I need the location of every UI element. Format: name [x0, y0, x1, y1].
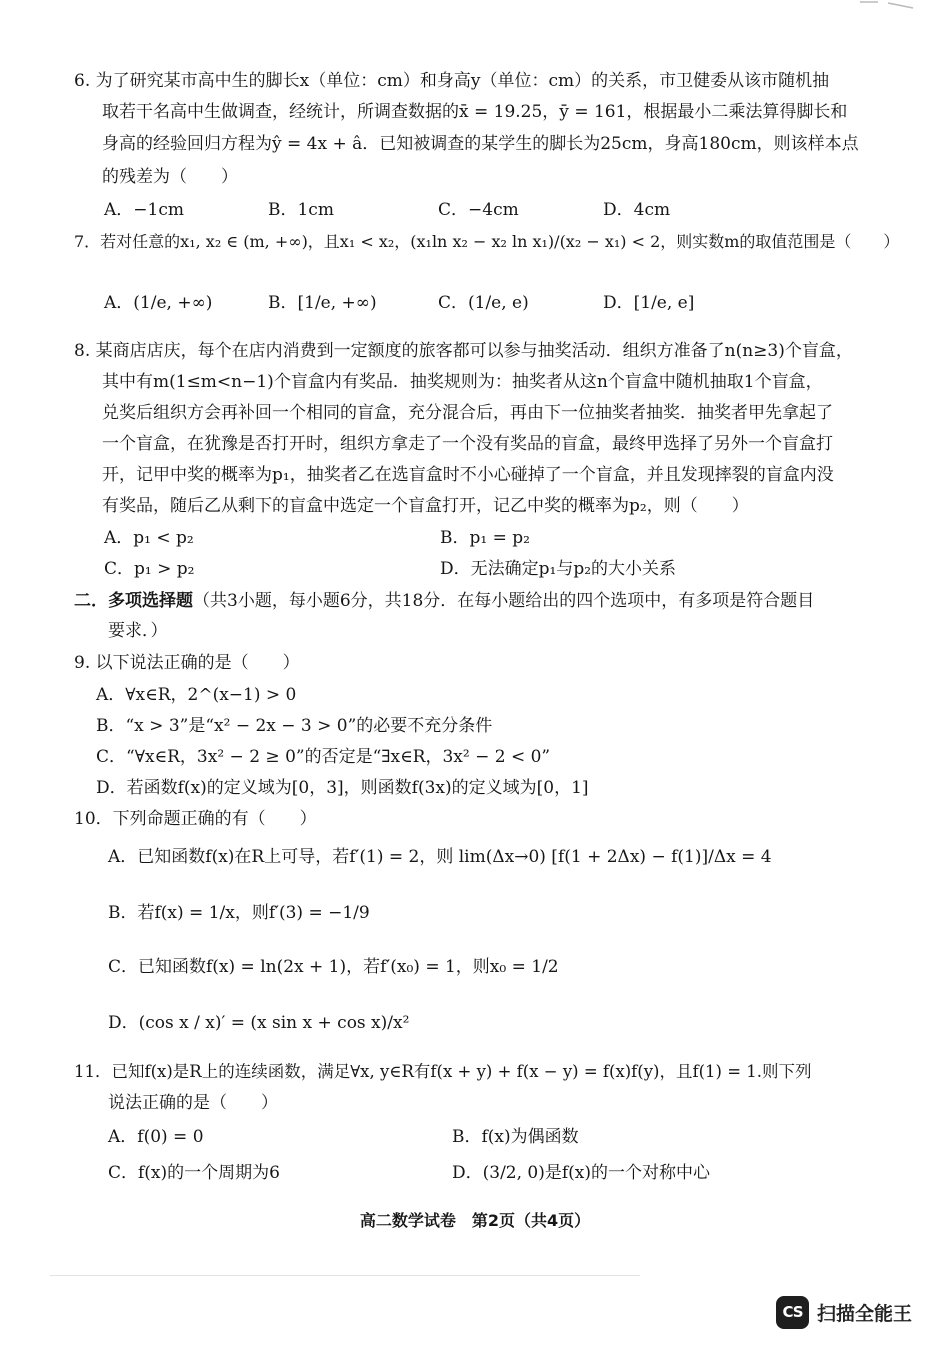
page-footer: 高二数学试卷 第2页（共4页） — [359, 1211, 591, 1230]
q7-option-a: A．(1/e, +∞) — [104, 293, 213, 313]
watermark-text: 扫描全能王 — [817, 1302, 913, 1325]
q11-option-b: B．f(x)为偶函数 — [452, 1127, 579, 1147]
q11-option-d: D．(3/2, 0)是f(x)的一个对称中心 — [452, 1163, 711, 1183]
q8-line-5: 开，记甲中奖的概率为p₁，抽奖者乙在选盲盒时不小心碰掉了一个盲盒，并且发现摔裂的盲盒内没 — [102, 465, 834, 485]
q6-line-2: 取若干名高中生做调查，经统计，所调查数据的x̄ = 19.25，ȳ = 161，根据最小二乘法算得脚长和 — [102, 102, 848, 122]
q8-line-2: 其中有m(1≤m<n−1)个盲盒内有奖品．抽奖规则为：抽奖者从这n个盲盒中随机抽取1个盲盒， — [102, 372, 823, 392]
scan-edge-mark — [858, 0, 918, 12]
q11-option-c: C．f(x)的一个周期为6 — [108, 1163, 280, 1183]
q9-stem: 9. 以下说法正确的是（ ） — [74, 653, 300, 673]
q8-option-c: C．p₁ > p₂ — [104, 559, 195, 579]
footer-divider — [50, 1275, 640, 1276]
q6-option-c: C．−4cm — [438, 200, 519, 220]
q7-stem: 7．若对任意的x₁, x₂ ∈ (m, +∞)，且x₁ < x₂，(x₁ln x₂ − x₂ ln x₁)/(x₂ − x₁) < 2，则实数m的取值范围是（ ） — [74, 232, 900, 251]
q11-line-1: 11．已知f(x)是R上的连续函数，满足∀x, y∈R有f(x + y) + f(x − y) = f(x)f(y)，且f(1) = 1.则下列 — [74, 1062, 812, 1081]
q8-line-3: 兑奖后组织方会再补回一个相同的盲盒，充分混合后，再由下一位抽奖者抽奖．抽奖者甲先拿起了 — [102, 403, 833, 423]
section-2-header — [74, 590, 814, 612]
q8-line-6: 有奖品，随后乙从剩下的盲盒中选定一个盲盒打开，记乙中奖的概率为p₂，则（ ） — [102, 496, 749, 516]
q6-option-a: A．−1cm — [104, 200, 184, 220]
q6-option-b: B．1cm — [268, 200, 334, 220]
q8-option-a: A．p₁ < p₂ — [104, 528, 194, 548]
q9-option-d: D．若函数f(x)的定义域为[0，3]，则函数f(3x)的定义域为[0，1] — [96, 778, 589, 798]
q9-option-b: B．“x > 3”是“x² − 2x − 3 > 0”的必要不充分条件 — [96, 716, 493, 736]
q9-option-c: C．“∀x∈R，3x² − 2 ≥ 0”的否定是“∃x∈R，3x² − 2 < 0” — [96, 747, 551, 767]
q6-line-1: 6. 为了研究某市高中生的脚长x（单位：cm）和身高y（单位：cm）的关系，市卫健委从该市随机抽 — [74, 71, 830, 91]
q10-option-a: A．已知函数f(x)在R上可导，若f′(1) = 2，则 lim(Δx→0) [f(1 + 2Δx) − f(1)]/Δx = 4 — [108, 847, 772, 867]
q11-option-a: A．f(0) = 0 — [108, 1127, 204, 1147]
q9-option-a: A．∀x∈R，2^(x−1) > 0 — [96, 685, 297, 705]
q8-line-1: 8. 某商店店庆，每个在店内消费到一定额度的旅客都可以参与抽奖活动．组织方准备了n(n≥3)个盲盒， — [74, 341, 853, 361]
q10-option-d: D．(cos x / x)′ = (x sin x + cos x)/x² — [108, 1013, 410, 1033]
q10-option-c: C．已知函数f(x) = ln(2x + 1)，若f′(x₀) = 1，则x₀ = 1/2 — [108, 957, 559, 977]
q10-stem: 10．下列命题正确的有（ ） — [74, 809, 317, 829]
q6-option-d: D．4cm — [603, 200, 671, 220]
q11-line-2: 说法正确的是（ ） — [108, 1093, 278, 1113]
q6-line-3: 身高的经验回归方程为ŷ = 4x + â．已知被调查的某学生的脚长为25cm，身高180cm，则该样本点 — [102, 134, 859, 154]
section-2-title: 二．多项选择题 — [74, 591, 193, 611]
section-2-desc-line-2: 要求．） — [108, 621, 168, 641]
q6-line-4: 的残差为（ ） — [102, 167, 238, 187]
q7-option-d: D．[1/e, e] — [603, 293, 695, 313]
q7-option-c: C．(1/e, e) — [438, 293, 529, 313]
q8-line-4: 一个盲盒，在犹豫是否打开时，组织方拿走了一个没有奖品的盲盒，最终甲选择了另外一个盲盒打 — [102, 434, 833, 454]
camscanner-watermark — [776, 1294, 912, 1330]
q7-option-b: B．[1/e, +∞) — [268, 293, 377, 313]
q8-option-b: B．p₁ = p₂ — [440, 528, 530, 548]
section-2-desc: （共3小题，每小题6分，共18分．在每小题给出的四个选项中，有多项是符合题目 — [193, 591, 815, 611]
q10-option-b: B．若f(x) = 1/x，则f′(3) = −1/9 — [108, 903, 370, 923]
q8-option-d: D．无法确定p₁与p₂的大小关系 — [440, 559, 677, 579]
camscanner-logo-icon: CS — [776, 1296, 809, 1329]
